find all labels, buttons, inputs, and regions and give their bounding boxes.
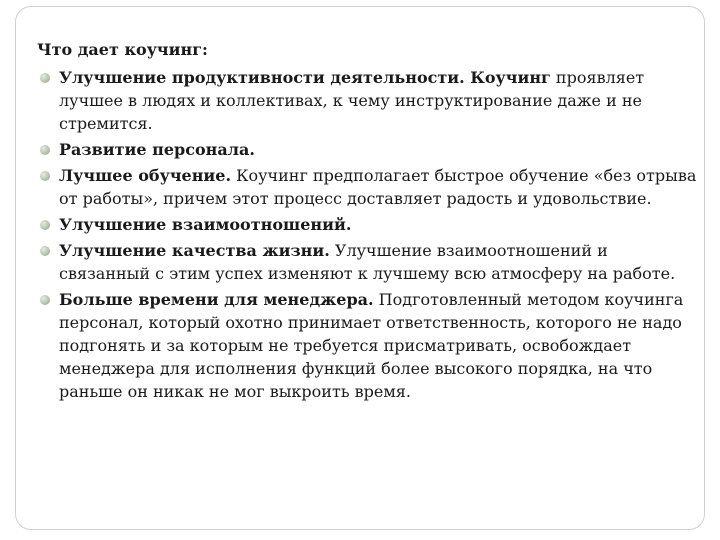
slide-heading: Что дает коучинг: xyxy=(37,40,208,59)
bullet-icon xyxy=(40,73,50,83)
item-text: Улучшение взаимоотношений и связанный с этим успех изменяют к лучшему всю атмосферу на работе. xyxy=(59,241,676,283)
item-text: Коучинг предполагает быстрое обучение «без отрыва от работы», причем этот процесс доставляет радость и удовольствие. xyxy=(59,166,697,208)
bullet-icon xyxy=(40,295,50,305)
bullet-icon xyxy=(40,171,50,181)
item-bold-text: Развитие персонала. xyxy=(59,140,255,159)
list-item xyxy=(37,164,697,210)
item-bold-text: Улучшение взаимоотношений. xyxy=(59,215,352,234)
bullet-icon xyxy=(40,220,50,230)
bullet-list xyxy=(37,66,697,403)
item-bold-text: Больше времени для менеджера. xyxy=(59,290,374,309)
slide-content xyxy=(37,38,697,406)
item-bold-text: Улучшение продуктивности деятельности. Коучинг xyxy=(59,68,551,87)
bullet-icon xyxy=(40,246,50,256)
list-item xyxy=(37,239,697,285)
item-text: проявляет лучшее в людях и коллективах, к чему инструктирование даже и не стремится. xyxy=(59,68,645,133)
item-bold-text: Лучшее обучение. xyxy=(59,166,232,185)
slide-frame xyxy=(15,6,705,530)
bullet-icon xyxy=(40,145,50,155)
item-bold-text: Улучшение качества жизни. xyxy=(59,241,330,260)
list-item xyxy=(37,138,697,161)
list-item xyxy=(37,66,697,135)
list-item xyxy=(37,213,697,236)
item-text: Подготовленный методом коучинга персонал, который охотно принимает ответственность, которого не надо подгонять и за которым не требуется присматривать, освобождает менеджера для исполнения функций более высокого порядка, на что раньше он никак не мог выкроить время. xyxy=(59,290,684,401)
list-item xyxy=(37,288,697,403)
